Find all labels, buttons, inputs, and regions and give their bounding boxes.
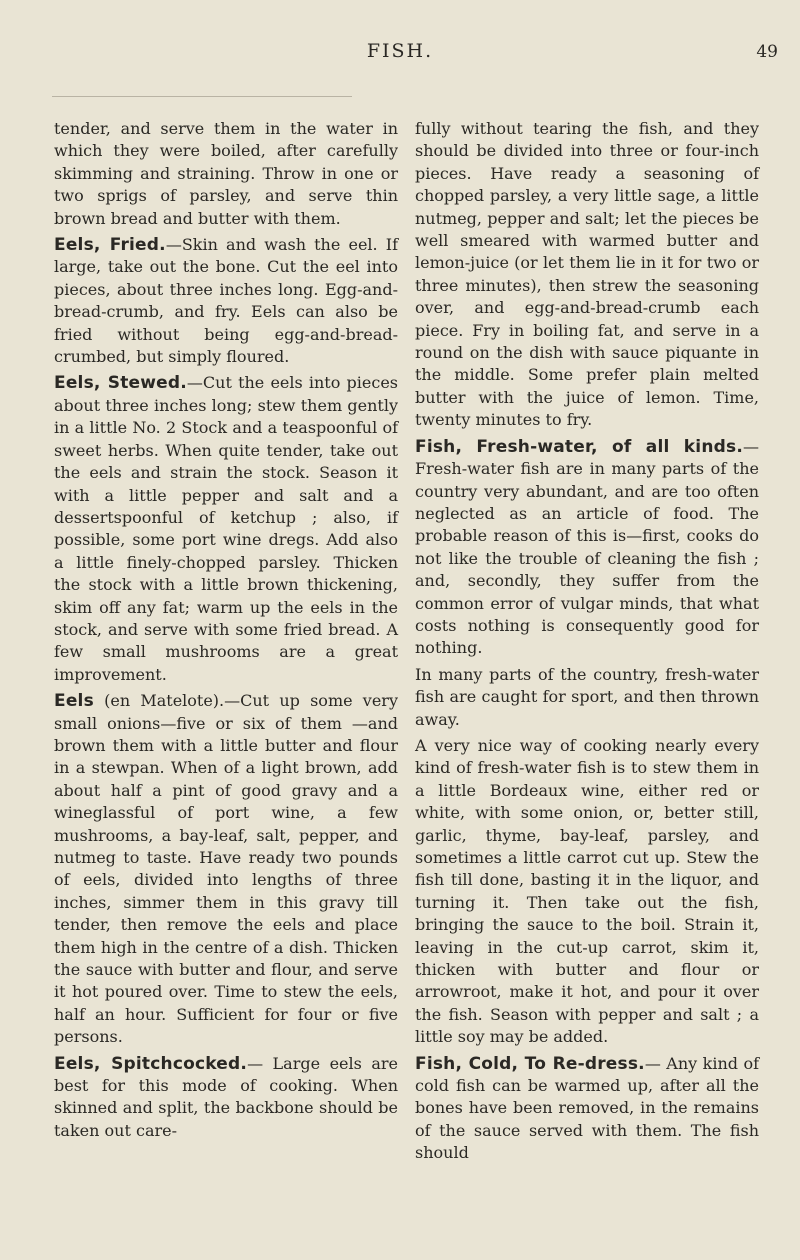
entry-body: — Any kind of cold fish can be warmed up, after all the bones have been removed, in the remains of the sauce served with them. The fish should [415, 1053, 759, 1163]
entry-heading: Fish, Fresh-water, of all kinds. [415, 436, 743, 457]
paragraph-caught-for-sport [415, 664, 759, 731]
right-column [415, 118, 759, 1169]
header-rule [52, 96, 352, 97]
entry-heading: Fish, Cold, To Re-dress. [415, 1053, 645, 1074]
entry-body: A very nice way of cooking nearly every kind of fresh-water fish is to stew them in a little Bordeaux wine, either red or white, with some onion, or, better still, garlic, thyme, bay-leaf, parsley, and sometimes a little carrot cut up. Stew the fish till done, basting it in the liquor, and turning it. Then take out the fish, bringing the sauce to the boil. Strain it, leaving in the cut-up carrot, skim it, thicken with butter and flour or arrowroot, make it hot, and pour it over the fish. Season with pepper and salt ; a little soy may be added. [415, 735, 759, 1047]
entry-body: —Cut the eels into pieces about three inches long; stew them gently in a little No. 2 Stock and a teaspoonful of sweet herbs. When quite tender, take out the eels and strain the stock. Season it with a little pepper and salt and a dessertspoonful of ketchup ; also, if possible, some port wine dregs. Add also a little finely-chopped parsley. Thicken the stock with a little brown thickening, skim off any fat; warm up the eels in the stock, and serve with some fried bread. A few small mushrooms are a great improvement. [54, 373, 399, 684]
entry-fish-fresh-water [415, 436, 759, 660]
entry-body: In many parts of the country, fresh-water fish are caught for sport, and then thrown away. [415, 664, 759, 729]
right-intro-paragraph: fully without tearing the fish, and they should be divided into three or four-inch pieces. Have ready a seasoning of chopped parsley, a very little sage, a little nutmeg, pepper and salt; let the pieces be well smeared with warmed butter and lemon-juice (or let them lie in it for two or three minutes), then strew the seasoning over, and egg-and-bread-crumb each piece. Fry in boiling fat, and serve in a round on the dish with sauce piquante in the middle. Some prefer plain melted butter with the juice of lemon. Time, twenty minutes to fry. [415, 119, 759, 430]
entry-eels-fried [54, 234, 398, 368]
paragraph-stew-method [415, 735, 759, 1049]
entry-eels-stewed [54, 372, 398, 686]
entry-eels-spitchcocked [54, 1053, 398, 1143]
running-title: FISH. [366, 40, 434, 62]
entry-fish-cold-redress [415, 1053, 759, 1165]
left-column [54, 118, 398, 1146]
left-intro-paragraph: tender, and serve them in the water in which they were boiled, after carefully skimming and straining. Throw in one or two sprigs of parsley, and serve thin brown bread and butter with them. [54, 119, 398, 228]
entry-body: — Fresh-water fish are in many parts of the country very abundant, and are too often neglected as an article of food. The probable reason of this is—first, cooks do not like the trouble of cleaning the fish ; and, secondly, they suffer from the common error of vulgar minds, that what costs nothing is consequently good for nothing. [415, 436, 759, 658]
entry-heading: Eels, Fried. [54, 235, 166, 256]
entry-body: —Skin and wash the eel. If large, take out the bone. Cut the eel into pieces, about three inches long. Egg-and-bread-crumb, and fry. Eels can also be fried without being egg-and-bread-crumbed, but simply floured. [54, 235, 398, 367]
page-header [0, 40, 800, 74]
page-number: 49 [756, 42, 778, 62]
entry-heading: Eels [54, 691, 94, 712]
entry-eels-matelote [54, 690, 398, 1049]
entry-heading: Eels, Stewed. [54, 373, 187, 394]
entry-heading: Eels, Spitchcocked. [54, 1053, 248, 1074]
entry-body: — Large eels are best for this mode of cooking. When skinned and split, the backbone should be taken out care- [54, 1053, 398, 1140]
entry-body: (en Matelote).—Cut up some very small onions—five or six of them —and brown them with a little butter and flour in a stewpan. When of a light brown, add about half a pint of good gravy and a wineglassful of port wine, a few mushrooms, a bay-leaf, salt, pepper, and nutmeg to taste. Have ready two pounds of eels, divided into lengths of three inches, simmer them in this gravy till tender, then remove the eels and place them high in the centre of a dish. Thicken the sauce with butter and flour, and serve it hot poured over. Time to stew the eels, half an hour. Sufficient for four or five persons. [54, 691, 398, 1047]
